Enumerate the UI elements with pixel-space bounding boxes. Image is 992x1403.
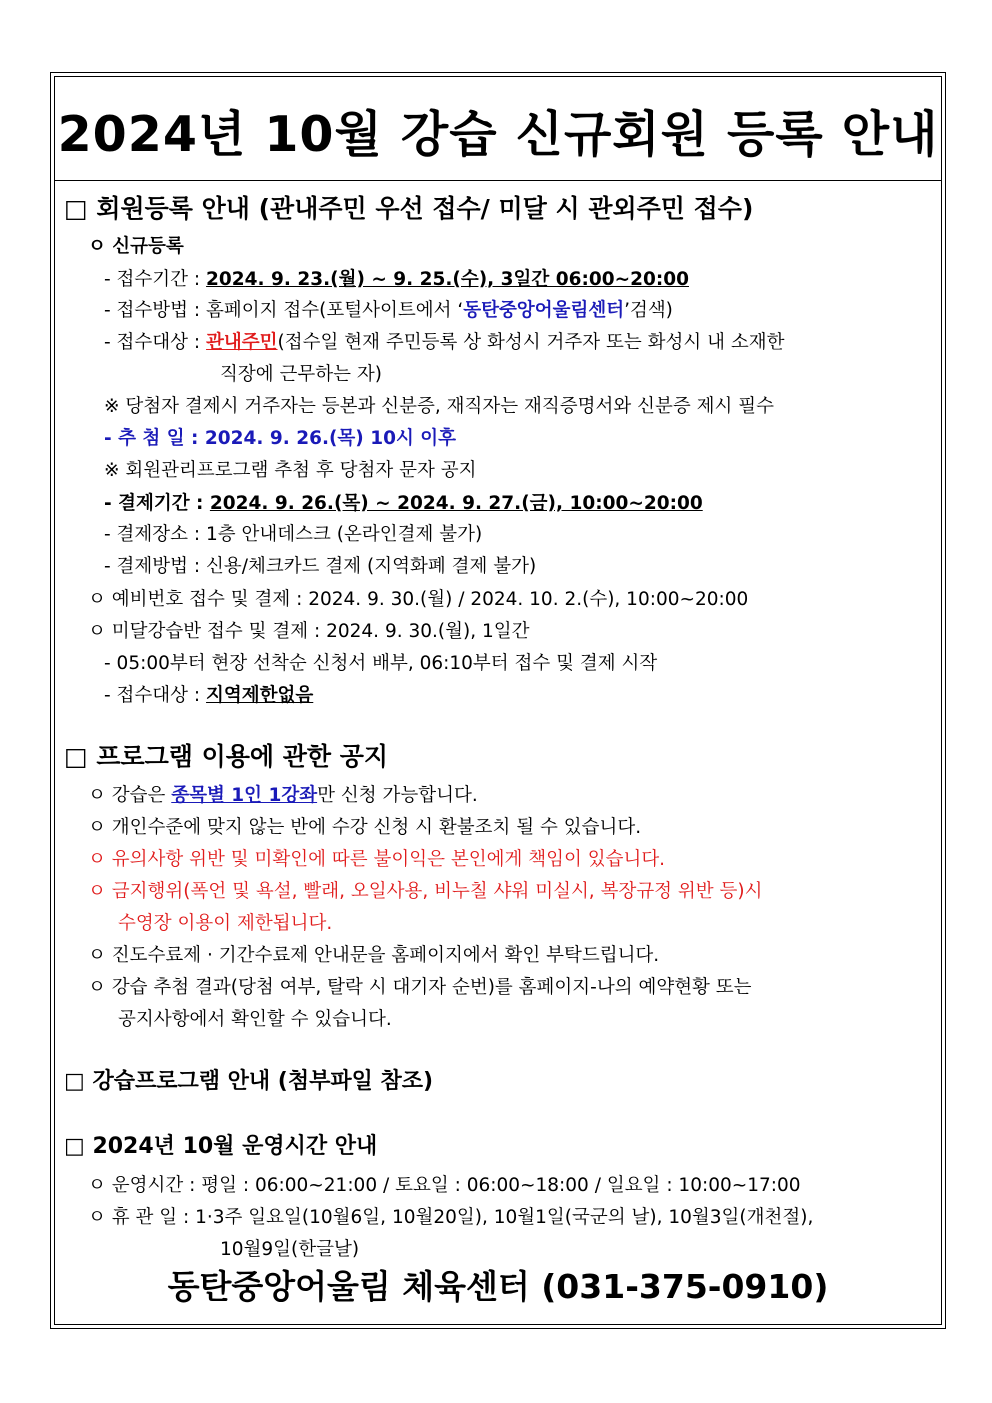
title-divider: [54, 180, 942, 181]
unfilled-class-detail: - 05:00부터 현장 선착순 신청서 배부, 06:10부터 접수 및 결제 시작: [104, 653, 658, 674]
unfilled-class-info: ㅇ 미달강습반 접수 및 결제 : 2024. 9. 30.(월), 1일간: [88, 621, 530, 642]
notice-responsibility: ㅇ 유의사항 위반 및 미확인에 따른 불이익은 본인에게 책임이 있습니다.: [88, 849, 666, 870]
notice-prohibited-acts-line2: 수영장 이용이 제한됩니다.: [118, 913, 333, 934]
reserve-number-info: ㅇ 예비번호 접수 및 결제 : 2024. 9. 30.(월) / 2024. 10. 2.(수), 10:00~20:00: [88, 589, 749, 610]
reception-target: - 접수대상 : 관내주민(접수일 현재 주민등록 상 화성시 거주자 또는 화성시 내 소재한: [104, 332, 785, 353]
payment-method: - 결제방법 : 신용/체크카드 결제 (지역화폐 결제 불가): [104, 556, 537, 577]
winner-payment-note: ※ 당첨자 결제시 거주자는 등본과 신분증, 재직자는 재직증명서와 신분증 제시 필수: [104, 396, 774, 417]
section-registration-heading: □ 회원등록 안내 (관내주민 우선 접수/ 미달 시 관외주민 접수): [64, 194, 754, 223]
closed-days-line2: 10월9일(한글날): [220, 1239, 360, 1260]
notice-draw-results: ㅇ 강습 추첨 결과(당첨 여부, 탈락 시 대기자 순번)를 홈페이지-나의 예약현황 또는: [88, 977, 752, 998]
draw-sms-note: ※ 회원관리프로그램 추첨 후 당첨자 문자 공지: [104, 460, 477, 481]
closed-days: ㅇ 휴 관 일 : 1·3주 일요일(10월6일, 10월20일), 10월1일(국군의 날), 10월3일(개천절),: [88, 1207, 814, 1228]
reception-target-line2: 직장에 근무하는 자): [220, 364, 382, 385]
section-hours-heading: □ 2024년 10월 운영시간 안내: [64, 1134, 378, 1159]
operating-hours: ㅇ 운영시간 : 평일 : 06:00~21:00 / 토요일 : 06:00~18:00 / 일요일 : 10:00~17:00: [88, 1175, 801, 1196]
page-title: 2024년 10월 강습 신규회원 등록 안내: [57, 106, 939, 163]
draw-date: - 추 첨 일 : 2024. 9. 26.(목) 10시 이후: [104, 428, 456, 449]
payment-period: - 결제기간 : 2024. 9. 26.(목) ~ 2024. 9. 27.(금), 10:00~20:00: [104, 493, 703, 514]
unfilled-class-target: - 접수대상 : 지역제한없음: [104, 685, 314, 706]
section-program-notice-heading: □ 프로그램 이용에 관한 공지: [64, 742, 389, 771]
notice-level-refund: ㅇ 개인수준에 맞지 않는 반에 수강 신청 시 환불조치 될 수 있습니다.: [88, 817, 642, 838]
section-program-guide-heading: □ 강습프로그램 안내 (첨부파일 참조): [64, 1069, 434, 1094]
reception-method: - 접수방법 : 홈페이지 접수(포털사이트에서 ‘동탄중앙어울림센터’검색): [104, 300, 673, 321]
reception-period: - 접수기간 : 2024. 9. 23.(월) ~ 9. 25.(수), 3일간 06:00~20:00: [104, 269, 689, 290]
notice-draw-results-line2: 공지사항에서 확인할 수 있습니다.: [118, 1009, 392, 1030]
new-registration-label: ㅇ 신규등록: [88, 236, 184, 257]
notice-one-course: ㅇ 강습은 종목별 1인 1강좌만 신청 가능합니다.: [88, 785, 478, 806]
payment-place: - 결제장소 : 1층 안내데스크 (온라인결제 불가): [104, 524, 483, 545]
notice-prohibited-acts: ㅇ 금지행위(폭언 및 욕설, 빨래, 오일사용, 비누칠 샤워 미실시, 복장규정 위반 등)시: [88, 881, 763, 902]
notice-completion-system: ㅇ 진도수료제 · 기간수료제 안내문을 홈페이지에서 확인 부탁드립니다.: [88, 945, 660, 966]
center-contact-footer: 동탄중앙어울림 체육센터 (031-375-0910): [167, 1267, 829, 1306]
